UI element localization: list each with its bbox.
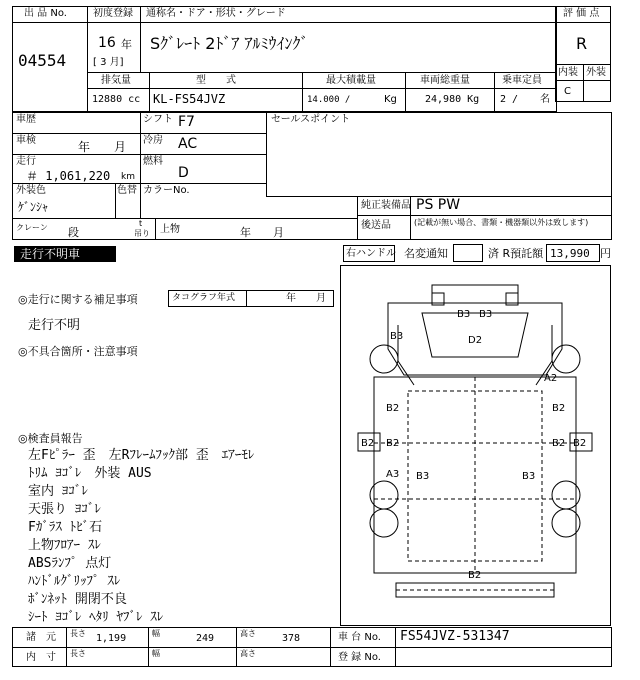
dimensions-label: 諸 元 xyxy=(26,632,56,643)
shift-label: シフト xyxy=(143,114,173,125)
divider xyxy=(155,218,156,240)
damage-mark: B3 xyxy=(479,309,493,320)
divider xyxy=(246,290,247,307)
recycle-amount: 13,990 xyxy=(550,247,590,260)
mileage-supplement-label: ◎走行に関する補足事項 xyxy=(18,293,138,306)
divider xyxy=(583,64,584,102)
divider xyxy=(12,647,612,648)
divider xyxy=(12,22,87,23)
damage-mark: B2 xyxy=(573,438,587,449)
damage-mark: B2 xyxy=(386,438,400,449)
divider xyxy=(12,154,266,155)
divider xyxy=(236,627,237,667)
color-change-label: 色替 xyxy=(117,185,137,196)
displacement-label: 排気量 xyxy=(101,75,131,86)
lot-number: 04554 xyxy=(18,51,67,70)
divider xyxy=(149,72,150,112)
aftermarket-note: (記載が無い場合、書類・機器類以外は致します) xyxy=(414,218,589,227)
inspector-line: Fｶﾞﾗｽ ﾄﾋﾞ石 xyxy=(28,520,103,535)
recycle-label: 済 R預託額 xyxy=(488,247,544,260)
max-load-value: 14.000 / xyxy=(307,95,351,105)
shift-value: F7 xyxy=(178,114,195,130)
divider xyxy=(148,627,149,667)
lot-label: 出 品 No. xyxy=(24,8,67,19)
divider xyxy=(494,72,495,112)
divider xyxy=(87,72,557,73)
year-unit: 年 xyxy=(121,38,132,51)
fuel-value: D xyxy=(178,165,189,181)
evaluation-label: 評 価 点 xyxy=(563,8,600,19)
crane-label: クレーン xyxy=(16,223,48,232)
width-label: 幅 xyxy=(152,629,160,638)
interior-label: 内装 xyxy=(558,67,578,78)
displacement-value: 12880 cc xyxy=(92,94,141,105)
color-number-label: カラーNo. xyxy=(143,185,190,196)
model-code-label: 型 式 xyxy=(196,75,236,86)
inspector-report-label: ◎検査員報告 xyxy=(18,432,83,445)
damage-mark: B2 xyxy=(361,438,375,449)
inspector-line: 左Fﾋﾟﾗｰ 歪 左Rﾌﾚｰﾑﾌｯｸ部 歪 ｴｱｰﾓﾚ xyxy=(28,448,255,463)
inspector-line: ｼｰﾄ ﾖｺﾞﾚ ﾍﾀﾘ ﾔﾌﾞﾚ ｽﾚ xyxy=(28,610,164,625)
vehicle-name: Sｸﾞﾚｰﾄ 2ﾄﾞｱ ｱﾙﾐｳｲﾝｸﾞ xyxy=(150,34,309,53)
defects-label: ◎不具合箇所・注意事項 xyxy=(18,345,138,358)
damage-mark: B2 xyxy=(552,403,566,414)
damage-mark: B3 xyxy=(390,331,404,342)
crane-ton: t xyxy=(139,219,143,228)
aftermarket-label: 後送品 xyxy=(361,220,391,231)
inspector-line: 上物ﾌﾛｱｰ ｽﾚ xyxy=(28,538,101,553)
damage-mark: B3 xyxy=(416,471,430,482)
exterior-color-value: ｹﾞﾝｼｬ xyxy=(18,200,49,214)
registration-number-label: 登 録 No. xyxy=(338,652,381,663)
crane-stage: 段 xyxy=(68,226,79,239)
interior-length-label: 長さ xyxy=(70,649,86,658)
divider xyxy=(12,133,266,134)
mileage-value: ＃ 1,061,220 xyxy=(26,169,111,183)
divider xyxy=(357,196,358,240)
capacity-value: 2 / xyxy=(500,94,519,105)
chassis-label: 車 台 No. xyxy=(338,632,381,643)
damage-mark: B3 xyxy=(457,309,471,320)
height-value: 378 xyxy=(282,633,301,644)
length-label: 長さ xyxy=(70,629,86,638)
crane-hang: 吊り xyxy=(134,229,150,238)
divider xyxy=(140,6,141,72)
divider xyxy=(12,183,266,184)
damage-mark: A3 xyxy=(386,469,400,480)
exterior-label: 外装 xyxy=(586,67,606,78)
tachograph-date: 年 月 xyxy=(286,293,326,304)
inspector-line: ﾊﾝﾄﾞﾙｸﾞﾘｯﾌﾟ ｽﾚ xyxy=(28,574,121,589)
capacity-unit: 名 xyxy=(540,94,550,105)
upper-body-label: 上物 xyxy=(160,224,180,235)
upper-body-date: 年 月 xyxy=(240,226,284,239)
gross-weight-label: 車両総重量 xyxy=(420,75,470,86)
mileage-label: 走行 xyxy=(16,156,36,167)
inspection-value: 年 月 xyxy=(78,140,127,154)
mileage-unit: km xyxy=(121,172,135,182)
registration-month: [ 3 月] xyxy=(93,57,124,68)
ac-value: AC xyxy=(178,136,198,152)
name-change-checkbox[interactable] xyxy=(453,244,483,262)
first-registration-label: 初度登録 xyxy=(93,8,133,19)
divider xyxy=(330,627,331,667)
inspector-line: ﾄﾘﾑ ﾖｺﾞﾚ 外装 AUS xyxy=(28,466,152,481)
history-label: 車歴 xyxy=(16,114,36,125)
truck-diagram xyxy=(340,265,611,626)
exterior-color-label: 外装色 xyxy=(16,185,46,196)
damage-mark: B2 xyxy=(552,438,566,449)
interior-score: C xyxy=(564,86,571,97)
fuel-label: 燃料 xyxy=(143,156,163,167)
gross-weight-value: 24,980 Kg xyxy=(425,94,480,105)
divider xyxy=(395,627,396,667)
divider xyxy=(302,72,303,112)
rhd-label: 右ハンドル xyxy=(346,248,396,259)
damage-mark: B3 xyxy=(522,471,536,482)
interior-height-label: 高さ xyxy=(240,649,256,658)
inspector-line: 天張り ﾖｺﾞﾚ xyxy=(28,502,101,517)
divider xyxy=(115,183,116,218)
inspector-line: ABSﾗﾝﾌﾟ 点灯 xyxy=(28,556,112,571)
inspector-line: 室内 ﾖｺﾞﾚ xyxy=(28,484,88,499)
damage-mark: A2 xyxy=(544,373,558,384)
equipment-value: PS PW xyxy=(416,197,461,213)
divider xyxy=(66,627,67,667)
model-code-value: KL-FS54JVZ xyxy=(153,92,226,106)
divider xyxy=(266,112,267,196)
divider xyxy=(405,72,406,112)
registration-year: 16 xyxy=(98,35,116,51)
equipment-label: 純正装備品 xyxy=(361,200,411,211)
divider xyxy=(12,218,357,219)
max-load-unit: Kg xyxy=(384,94,397,105)
interior-dimensions-label: 内 寸 xyxy=(26,652,56,663)
model-name-label: 通称名・ドア・形状・グレード xyxy=(146,8,286,19)
damage-mark: D2 xyxy=(468,335,483,346)
inspector-line: ﾎﾞﾝﾈｯﾄ 開閉不良 xyxy=(28,592,127,607)
evaluation-score: R xyxy=(576,34,588,53)
sales-point-label: セールスポイント xyxy=(271,114,351,125)
tachograph-label: タコグラフ年式 xyxy=(172,293,236,303)
mirror-bar xyxy=(432,285,518,293)
damage-mark: B2 xyxy=(468,570,482,581)
capacity-label: 乗車定員 xyxy=(502,75,542,86)
mileage-unknown-banner: 走行不明車 xyxy=(14,246,116,262)
damage-mark: B2 xyxy=(386,403,400,414)
chassis-number: FS54JVZ-531347 xyxy=(400,629,510,644)
divider xyxy=(555,22,611,23)
mileage-supplement-value: 走行不明 xyxy=(28,318,81,333)
divider xyxy=(140,112,141,218)
recycle-unit: 円 xyxy=(600,247,611,260)
divider xyxy=(357,215,612,216)
width-value: 249 xyxy=(196,633,215,644)
divider xyxy=(87,22,557,23)
max-load-label: 最大積載量 xyxy=(326,75,376,86)
height-label: 高さ xyxy=(240,629,256,638)
ac-label: 冷房 xyxy=(143,135,163,146)
name-change-label: 名変通知 xyxy=(404,247,448,260)
interior-width-label: 幅 xyxy=(152,649,160,658)
inspection-label: 車検 xyxy=(16,135,36,146)
divider xyxy=(87,88,557,89)
length-value: 1,199 xyxy=(96,633,127,644)
